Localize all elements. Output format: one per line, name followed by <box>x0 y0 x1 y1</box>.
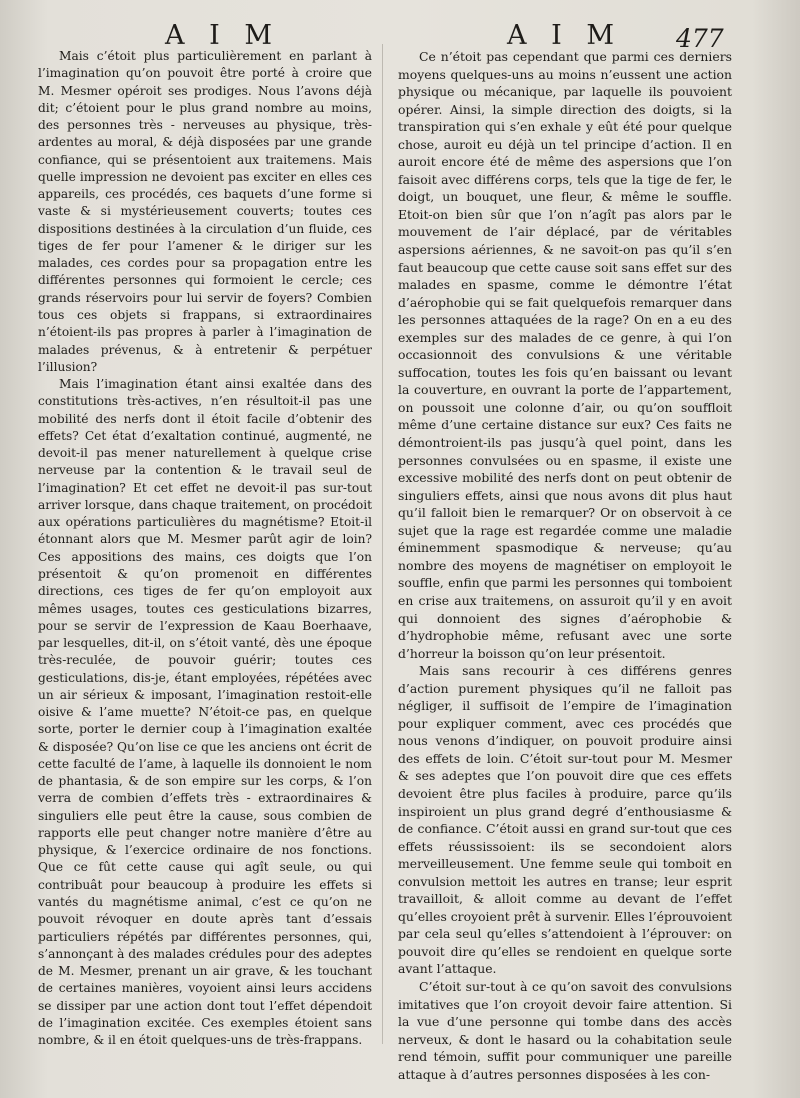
header-left-title: A I M <box>165 20 280 51</box>
left-column <box>38 48 372 1049</box>
left-paragraph-2: Mais l’imagination étant ainsi exaltée dans des constitutions très-actives, n’en résultoit-il pas une mobilité des nerfs dont il étoit facile d’obtenir des effets? Cet état d’exaltation continué, augmenté, ne devoit-il pas mener naturellement à quelque crise nerveuse par la contention & le travail seul de l’imagination? Et cet effet ne devoit-il pas sur-tout arriver lorsque, dans chaque traitement, on procédoit aux opérations particulières du magnétisme? Etoit-il étonnant alors que M. Mesmer parût agir de loin? Ces appositions des mains, ces doigts que l’on présentoit & qu’on promenoit en différentes directions, ces tiges de fer qu’on employoit aux mêmes usages, toutes ces gesticulations bizarres, pour se servir de l’expression de Kaau Boerhaave, par lesquelles, dit-il, on s’étoit vanté, dès une époque très-reculée, de pouvoir guérir; toutes ces gesticulations, dis-je, étant employées, répétées avec un air sérieux & imposant, l’imagination restoit-elle oisive & l’ame muette? N’étoit-ce pas, en quelque sorte, porter le dernier coup à l’imagination exaltée & disposée? Qu’on lise ce que les anciens ont écrit de cette faculté de l’ame, à laquelle ils donnoient le nom de phantasia, & de son empire sur les corps, & l’on verra de combien d’effets très - extraordinaires & singuliers elle peut être la cause, sous combien de rapports elle peut changer notre manière d’être au physique, & l’exercice ordinaire de nos fonctions. Que ce fût cette cause qui agît seule, ou qui contribuât pour beaucoup à produire les effets si vantés du magnétisme animal, c’est ce qu’on ne pouvoit révoquer en doute après tant d’essais particuliers répétés par différentes personnes, qui, s’annonçant à des malades crédules pour des adeptes de M. Mesmer, prenant un air grave, & les touchant de certaines manières, voyoient ainsi leurs accidens se dissiper par une action dont tout l’effet dépendoit de l’imagination excitée. Ces exemples étoient sans nombre, & il en étoit quelques-uns de très-frappans. <box>38 377 372 1048</box>
right-paragraph-2: Mais sans recourir à ces différens genres d’action purement physiques qu’il ne falloit pas négliger, il suffisoit de l’empire de l’imagination pour expliquer comment, avec ces procédés que nous venons d’indiquer, on pouvoit produire ainsi des effets de loin. C’étoit sur-tout pour M. Mesmer & ses adeptes que l’on pouvoit dire que ces effets devoient être plus faciles à produire, parce qu’ils inspiroient un plus grand degré d’enthousiasme & de confiance. C’étoit aussi en grand sur-tout que ces effets réussissoient: ils se secondoient alors merveilleusement. Une femme seule qui tomboit en convulsion mettoit les autres en transe; leur esprit travailloit, & alloit comme au devant de l’effet qu’elles croyoient prêt à survenir. Elles l’éprouvoient par cela seul qu’elles s’attendoient à l’éprouver: on pouvoit dire qu’elles se rendoient en quelque sorte avant l’attaque. <box>398 663 732 977</box>
right-column <box>398 48 732 1083</box>
column-divider <box>382 44 383 1044</box>
left-paragraph-1: Mais c’étoit plus particulièrement en parlant à l’imagination qu’on pouvoit être porté à croire que M. Mesmer opéroit ses prodiges. Nous l’avons déjà dit; c’étoient pour le plus grand nombre au moins, des personnes très - nerveuses au physique, très-ardentes au moral, & déjà disposées par une grande confiance, qui se présentoient aux traitemens. Mais quelle impression ne devoient pas exciter en elles ces appareils, ces procédés, ces baquets d’une forme si vaste & si mystérieusement couverts; toutes ces dispositions destinées à la circulation d’un fluide, ces tiges de fer pour l’amener & le diriger sur les malades, ces cordes pour sa propagation entre les différentes personnes qui formoient le cercle; ces grands réservoirs pour lui servir de foyers? Combien tous ces objets si frappans, si extraordinaires n’étoient-ils pas propres à parler à l’imagination de malades prévenus, & à entretenir & perpétuer l’illusion? <box>38 49 372 374</box>
right-paragraph-1: Ce n’étoit pas cependant que parmi ces derniers moyens quelques-uns au moins n’eussent une action physique ou mécanique, par laquelle ils pouvoient opérer. Ainsi, la simple direction des doigts, si la transpiration qui s’en exhale y eût été pour quelque chose, auroit eu déjà un tel principe d’action. Il en auroit encore été de même des aspersions que l’on faisoit avec différens corps, tels que la tige de fer, le doigt, un bouquet, une fleur, & même le souffle. Etoit-on bien sûr que l’on n’agît pas alors par le mouvement de l’air déplacé, par de véritables aspersions aériennes, & ne savoit-on pas qu’il s’en faut beaucoup que cette cause soit sans effet sur des malades en spasme, comme le démontre l’état d’aérophobie qui se fait quelquefois remarquer dans les personnes attaquées de la rage? On en a eu des exemples sur des malades de ce genre, à qui l’on occasionnoit des convulsions & une véritable suffocation, toutes les fois qu’en baissant ou levant la couverture, en ouvrant la porte de l’appartement, on poussoit une colonne d’air, ou qu’on souffloit même d’une certaine distance sur eux? Ces faits ne démontroient-ils pas jusqu’à quel point, dans les personnes convulsées ou en spasme, il existe une excessive mobilité des nerfs dont on peut obtenir de singuliers effets, ainsi que nous avons dit plus haut qu’il falloit bien le remarquer? Or on observoit à ce sujet que la rage est regardée comme une maladie éminemment spasmodique & nerveuse; qu’au nombre des moyens de magnétiser on employoit le souffle, enfin que parmi les personnes qui tomboient en crise aux traitemens, on assuroit qu’il y en avoit qui donnoient des signes d’aérophobie & d’hydrophobie même, refusant avec une sorte d’horreur la boisson qu’on leur présentoit. <box>398 49 732 661</box>
header-right-title: A I M <box>507 20 622 51</box>
page-number: 477 <box>676 24 724 53</box>
right-paragraph-3: C’étoit sur-tout à ce qu’on savoit des convulsions imitatives que l’on croyoit devoir faire attention. Si la vue d’une personne qui tombe dans des accès nerveux, & dont le hasard ou la cohabitation seule rend témoin, suffit pour communiquer une pareille attaque à d’autres personnes disposées à les con- <box>398 978 732 1082</box>
